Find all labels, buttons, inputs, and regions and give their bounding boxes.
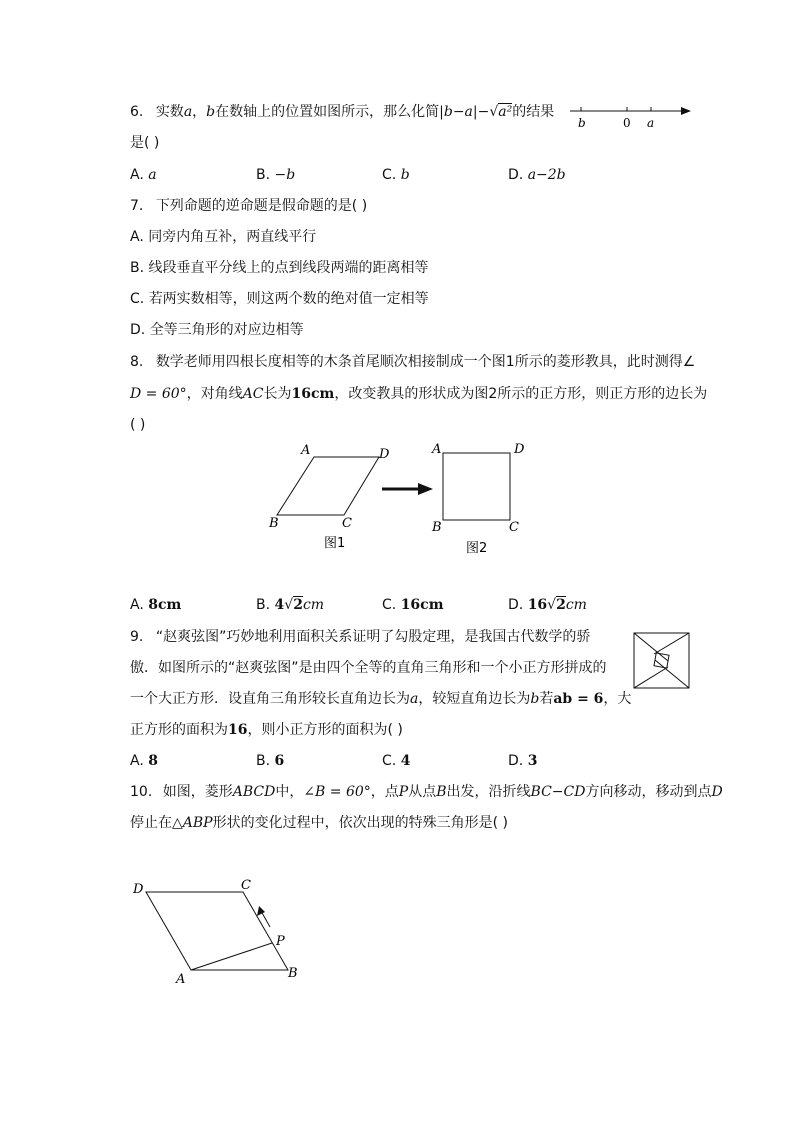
q9-zhao-shuang-figure: [633, 632, 691, 690]
q8-option-b[interactable]: B. 4√2cm: [256, 597, 325, 613]
q8-number: 8.: [130, 354, 144, 370]
q10-stem-line1: 10. 如图，菱形ABCD中，∠B = 60°，点P从点B出发，沿折线BC−CD方向移动，移动到点D: [130, 784, 723, 800]
fig2-label-b: B: [432, 520, 442, 535]
fig2-label-c: C: [509, 520, 519, 535]
q6-number-line: [565, 100, 695, 132]
q6-stem-line2: 是( ): [130, 135, 160, 151]
q9-stem-line2: 傲．如图所示的“赵爽弦图”是由四个全等的直角三角形和一个小正方形拼成的: [130, 660, 607, 676]
fig1-label-c: C: [342, 516, 352, 531]
fig2-caption: 图2: [466, 541, 488, 556]
q8-stem-line3: ( ): [130, 417, 146, 433]
q7-option-b[interactable]: B. 线段垂直平分线上的点到线段两端的距离相等: [130, 260, 429, 276]
q10-label-a: A: [176, 972, 186, 987]
q7-number: 7.: [130, 198, 144, 214]
q6-option-d[interactable]: D. a−2b: [508, 167, 566, 183]
q10-number: 10.: [130, 784, 153, 800]
q9-number: 9.: [130, 629, 144, 645]
q9-option-c[interactable]: C. 4: [382, 753, 411, 769]
q10-label-d: D: [133, 882, 144, 897]
q6-option-c[interactable]: C. b: [382, 167, 410, 183]
sqrt-symbol: √: [489, 104, 499, 120]
q8-figure-1-rhombus: [262, 440, 402, 555]
q8-option-a[interactable]: A. 8cm: [130, 597, 182, 613]
q8-stem-line2: D = 60°，对角线AC长为16cm，改变教具的形状成为图2所示的正方形，则正方形的边长为: [130, 386, 708, 402]
q8-stem-line1: 8. 数学老师用四根长度相等的木条首尾顺次相接制成一个图1所示的菱形教具，此时测得∠: [130, 354, 696, 370]
numberline-label-b: b: [578, 116, 586, 130]
sqrt-symbol: √: [284, 597, 294, 613]
q9-option-a[interactable]: A. 8: [130, 753, 158, 769]
q9-stem-line1: 9. “赵爽弦图”巧妙地利用面积关系证明了勾股定理，是我国古代数学的骄: [130, 629, 591, 645]
q10-stem-line2: 停止在△ABP形状的变化过程中，依次出现的特殊三角形是( ): [130, 815, 508, 831]
q10-label-p: P: [276, 934, 285, 949]
q8-figure-2-square: [428, 438, 528, 560]
q9-stem-line4: 正方形的面积为16，则小正方形的面积为( ): [130, 722, 403, 738]
q9-stem-line3: 一个大正方形．设直角三角形较长直角边长为a，较短直角边长为b若ab = 6，大: [130, 691, 632, 707]
q8-option-d[interactable]: D. 16√2cm: [508, 597, 587, 613]
fig1-label-d: D: [379, 447, 390, 462]
q9-option-d[interactable]: D. 3: [508, 753, 538, 769]
q7-option-c[interactable]: C. 若两实数相等，则这两个数的绝对值一定相等: [130, 291, 429, 307]
q6-option-b[interactable]: B. −b: [256, 167, 296, 183]
q7-option-a[interactable]: A. 同旁内角互补，两直线平行: [130, 229, 317, 245]
fig1-caption: 图1: [324, 536, 346, 551]
q7-option-d[interactable]: D. 全等三角形的对应边相等: [130, 322, 304, 338]
numberline-label-a: a: [647, 116, 655, 130]
fig1-label-a: A: [301, 443, 311, 458]
q10-label-b: B: [288, 966, 298, 981]
q10-label-c: C: [241, 878, 251, 893]
fig2-label-a: A: [432, 442, 442, 457]
q6-option-a[interactable]: A. a: [130, 167, 157, 183]
q6-number: 6.: [130, 104, 144, 120]
q6-stem-line1: 6. 实数a，b在数轴上的位置如图所示，那么化简|b−a|−√a²的结果: [130, 104, 555, 120]
fig2-label-d: D: [514, 442, 525, 457]
q9-option-b[interactable]: B. 6: [256, 753, 285, 769]
q7-stem: 7. 下列命题的逆命题是假命题的是( ): [130, 198, 368, 214]
fig1-label-b: B: [269, 516, 279, 531]
q10-rhombus-figure: [128, 875, 308, 990]
numberline-label-0: 0: [623, 116, 631, 130]
sqrt-symbol: √: [547, 597, 557, 613]
q8-option-c[interactable]: C. 16cm: [382, 597, 444, 613]
